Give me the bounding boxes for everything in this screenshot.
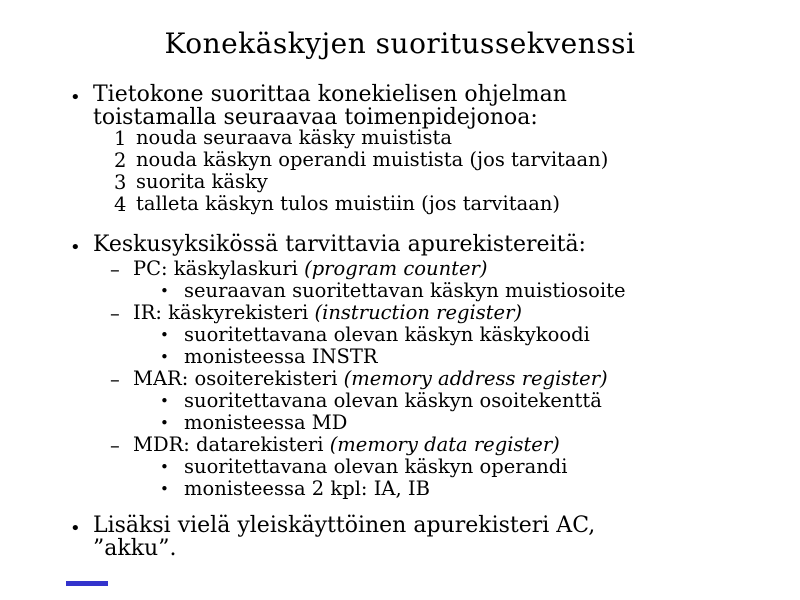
sub-bullet-marker: • — [160, 326, 169, 344]
step-text: suorita käsky — [136, 170, 268, 193]
step-number: 3 — [114, 171, 127, 194]
register-ir-sub1: suoritettavana olevan käskyn käskykoodi — [184, 323, 590, 346]
sub-bullet-marker: • — [160, 348, 169, 366]
sub-bullet-marker: • — [160, 414, 169, 432]
sub-bullet-marker: • — [160, 282, 169, 300]
bullet3-line2: ”akku”. — [93, 536, 177, 561]
dash-marker: – — [110, 258, 120, 281]
register-mdr-english: (memory data register) — [329, 433, 560, 456]
register-mar-sub1: suoritettavana olevan käskyn osoitekenttä — [184, 389, 602, 412]
dash-marker: – — [110, 368, 120, 391]
bullet1-line2: toistamalla seuraavaa toimenpidejonoa: — [93, 105, 538, 130]
dash-marker: – — [110, 434, 120, 457]
bullet1-text — [93, 83, 567, 129]
register-pc-label: PC: käskylaskuri — [133, 257, 305, 280]
step-number: 2 — [114, 149, 127, 172]
bullet-marker: • — [70, 518, 81, 539]
register-ir — [133, 302, 522, 324]
register-mdr-sub1: suoritettavana olevan käskyn operandi — [184, 455, 568, 478]
register-mdr-label: MDR: datarekisteri — [133, 433, 330, 456]
register-pc — [133, 258, 487, 280]
register-mar-label: MAR: osoiterekisteri — [133, 367, 344, 390]
bullet1-line1: Tietokone suorittaa konekielisen ohjelman — [93, 82, 567, 107]
register-ir-english: (instruction register) — [314, 301, 523, 324]
bullet2-text: Keskusyksikössä tarvittavia apurekistereitä: — [93, 232, 586, 257]
sub-bullet-marker: • — [160, 480, 169, 498]
register-pc-sub: seuraavan suoritettavan käskyn muistiosoite — [184, 279, 626, 302]
step-text: nouda käskyn operandi muistista (jos tarvitaan) — [136, 148, 609, 171]
bullet3-line1: Lisäksi vielä yleiskäyttöinen apurekisteri AC, — [93, 513, 596, 538]
dash-marker: – — [110, 302, 120, 325]
bullet3-text — [93, 514, 595, 560]
step-text: talleta käskyn tulos muistiin (jos tarvitaan) — [136, 192, 561, 215]
register-mdr — [133, 434, 560, 456]
register-mar — [133, 368, 608, 390]
step-number: 1 — [114, 127, 127, 150]
register-mar-sub2: monisteessa MD — [184, 411, 348, 434]
step-number: 4 — [114, 193, 127, 216]
sub-bullet-marker: • — [160, 458, 169, 476]
register-pc-english: (program counter) — [304, 257, 488, 280]
page-title: Konekäskyjen suoritussekvenssi — [164, 27, 636, 60]
register-mar-english: (memory address register) — [343, 367, 608, 390]
register-mdr-sub2: monisteessa 2 kpl: IA, IB — [184, 477, 430, 500]
bullet-marker: • — [70, 87, 81, 108]
bullet-marker: • — [70, 237, 81, 258]
step-text: nouda seuraava käsky muistista — [136, 126, 452, 149]
register-ir-label: IR: käskyrekisteri — [133, 301, 315, 324]
register-ir-sub2: monisteessa INSTR — [184, 345, 378, 368]
footer-accent-bar — [66, 581, 108, 586]
sub-bullet-marker: • — [160, 392, 169, 410]
